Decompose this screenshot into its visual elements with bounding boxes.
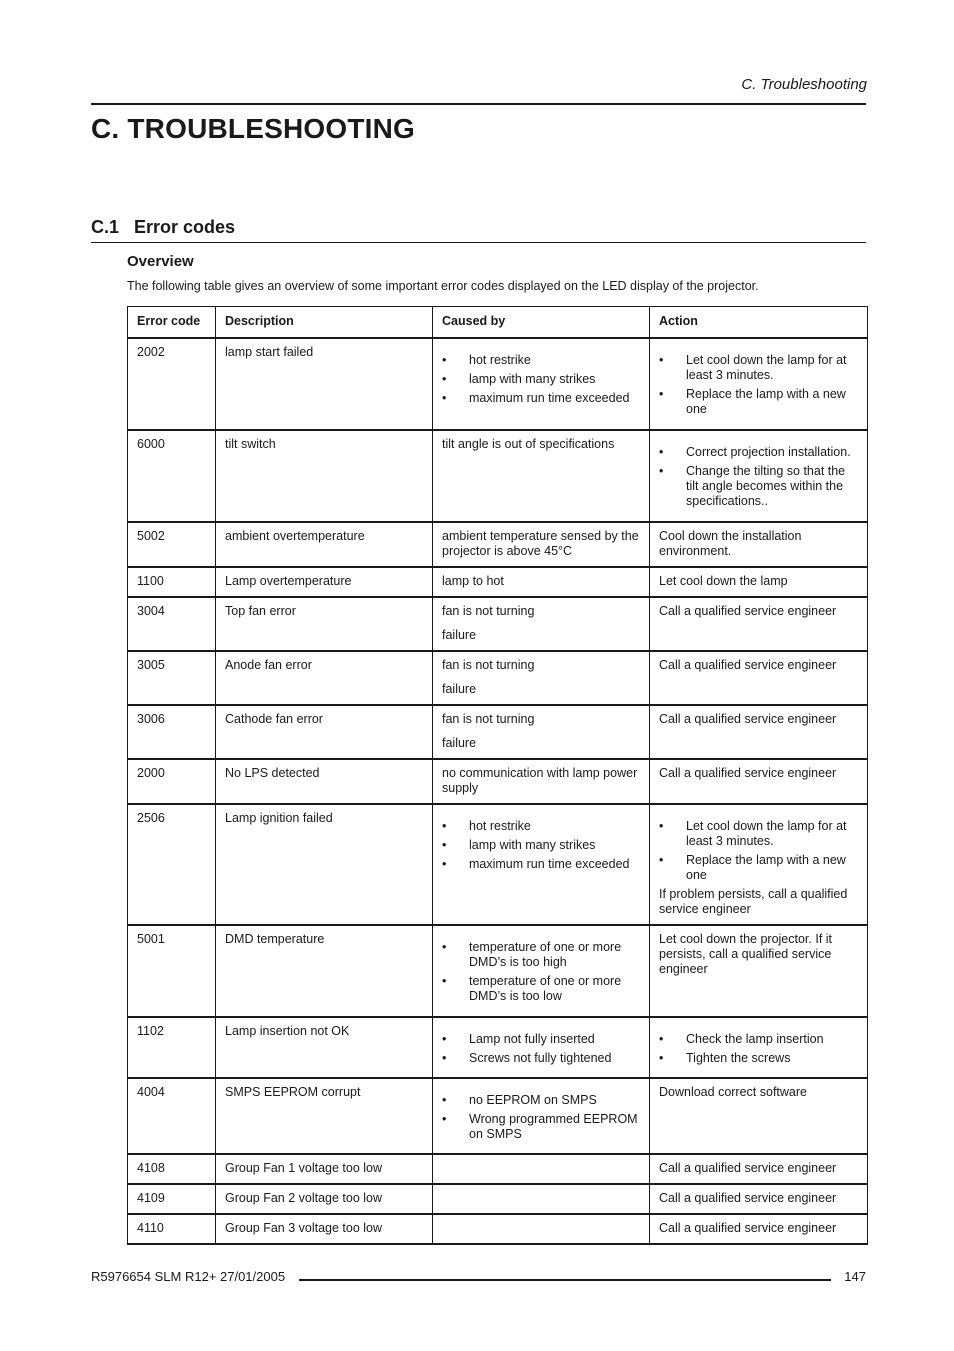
error-description: Group Fan 1 voltage too low <box>216 1154 433 1184</box>
error-cause <box>433 1017 650 1078</box>
error-cause: no communication with lamp power supply <box>433 759 650 804</box>
list-item: • maximum run time exceeded <box>442 857 640 872</box>
list-item: • Replace the lamp with a new one <box>659 853 858 883</box>
error-cause <box>433 705 650 759</box>
error-action: Call a qualified service engineer <box>650 1184 868 1214</box>
error-action <box>650 430 868 522</box>
table-row <box>128 804 868 925</box>
error-action: Call a qualified service engineer <box>650 759 868 804</box>
footer-rule <box>299 1279 831 1281</box>
list-item: • lamp with many strikes <box>442 838 640 853</box>
table-row <box>128 759 868 804</box>
header-action: Action <box>650 307 868 339</box>
intro-paragraph: The following table gives an overview of some important error codes displayed on the LED display of the projector. <box>127 279 759 293</box>
error-cause: lamp to hot <box>433 567 650 597</box>
error-cause <box>433 1214 650 1244</box>
cause-line: failure <box>442 682 477 696</box>
subsection-title: Overview <box>127 253 194 270</box>
list-item: • maximum run time exceeded <box>442 391 640 406</box>
error-description: Anode fan error <box>216 651 433 705</box>
list-item: • Check the lamp insertion <box>659 1032 858 1047</box>
chapter-title: C. TROUBLESHOOTING <box>91 113 416 144</box>
list-item: • Tighten the screws <box>659 1051 858 1066</box>
action-note: If problem persists, call a qualified service engineer <box>659 887 848 916</box>
error-cause <box>433 1078 650 1154</box>
running-header: C. Troubleshooting <box>741 76 867 93</box>
error-action <box>650 1017 868 1078</box>
cause-line: fan is not turning <box>442 658 535 672</box>
error-code: 2506 <box>128 804 216 925</box>
list-item: • hot restrike <box>442 819 640 834</box>
error-description: SMPS EEPROM corrupt <box>216 1078 433 1154</box>
header-description: Description <box>216 307 433 339</box>
list-item: • Lamp not fully inserted <box>442 1032 640 1047</box>
error-action: Download correct software <box>650 1078 868 1154</box>
table-row <box>128 1017 868 1078</box>
cause-line: failure <box>442 628 477 642</box>
error-action <box>650 338 868 430</box>
error-action: Call a qualified service engineer <box>650 651 868 705</box>
error-code: 4108 <box>128 1154 216 1184</box>
list-item: • Correct projection installation. <box>659 445 858 460</box>
header-error-code: Error code <box>128 307 216 339</box>
error-action <box>650 804 868 925</box>
cause-line: fan is not turning <box>442 712 535 726</box>
header-rule <box>91 103 866 105</box>
table-row <box>128 430 868 522</box>
table-row <box>128 1184 868 1214</box>
error-code: 2002 <box>128 338 216 430</box>
error-cause <box>433 925 650 1017</box>
error-code: 4109 <box>128 1184 216 1214</box>
error-cause: ambient temperature sensed by the projector is above 45°C <box>433 522 650 567</box>
list-item: • Screws not fully tightened <box>442 1051 640 1066</box>
error-code: 3005 <box>128 651 216 705</box>
error-description: Top fan error <box>216 597 433 651</box>
error-action: Call a qualified service engineer <box>650 1214 868 1244</box>
error-code: 1102 <box>128 1017 216 1078</box>
error-action: Call a qualified service engineer <box>650 597 868 651</box>
list-item: • temperature of one or more DMD’s is too low <box>442 974 640 1004</box>
error-description: Lamp insertion not OK <box>216 1017 433 1078</box>
error-description: tilt switch <box>216 430 433 522</box>
header-caused-by: Caused by <box>433 307 650 339</box>
error-cause <box>433 651 650 705</box>
error-description: Group Fan 3 voltage too low <box>216 1214 433 1244</box>
error-action: Call a qualified service engineer <box>650 1154 868 1184</box>
error-codes-table <box>127 306 868 1245</box>
error-description: lamp start failed <box>216 338 433 430</box>
table-row <box>128 925 868 1017</box>
error-action: Cool down the installation environment. <box>650 522 868 567</box>
error-description: Lamp ignition failed <box>216 804 433 925</box>
list-item: • Let cool down the lamp for at least 3 minutes. <box>659 819 858 849</box>
error-cause: tilt angle is out of specifications <box>433 430 650 522</box>
error-code: 3004 <box>128 597 216 651</box>
error-cause <box>433 804 650 925</box>
table-row <box>128 567 868 597</box>
error-code: 3006 <box>128 705 216 759</box>
table-row <box>128 1078 868 1154</box>
section-number: C.1 <box>91 217 120 237</box>
page-number: 147 <box>844 1269 866 1284</box>
section-rule <box>91 242 866 243</box>
error-cause <box>433 1184 650 1214</box>
error-description: Group Fan 2 voltage too low <box>216 1184 433 1214</box>
table-row <box>128 522 868 567</box>
table-header-row <box>128 307 868 339</box>
error-code: 2000 <box>128 759 216 804</box>
list-item: • hot restrike <box>442 353 640 368</box>
list-item: • Let cool down the lamp for at least 3 minutes. <box>659 353 858 383</box>
table-row <box>128 705 868 759</box>
error-description: DMD temperature <box>216 925 433 1017</box>
table-row <box>128 1154 868 1184</box>
table-row <box>128 1214 868 1244</box>
error-action: Let cool down the lamp <box>650 567 868 597</box>
cause-line: fan is not turning <box>442 604 535 618</box>
list-item: • temperature of one or more DMD’s is too high <box>442 940 640 970</box>
table-row <box>128 338 868 430</box>
list-item: • Replace the lamp with a new one <box>659 387 858 417</box>
section-label: Error codes <box>134 217 236 237</box>
list-item: • lamp with many strikes <box>442 372 640 387</box>
error-action: Let cool down the projector. If it persists, call a qualified service engineer <box>650 925 868 1017</box>
error-cause <box>433 1154 650 1184</box>
error-code: 4004 <box>128 1078 216 1154</box>
list-item: • no EEPROM on SMPS <box>442 1093 640 1108</box>
table-row <box>128 651 868 705</box>
error-description: ambient overtemperature <box>216 522 433 567</box>
error-cause <box>433 338 650 430</box>
error-cause <box>433 597 650 651</box>
error-code: 4110 <box>128 1214 216 1244</box>
list-item: • Wrong programmed EEPROM on SMPS <box>442 1112 640 1142</box>
error-code: 1100 <box>128 567 216 597</box>
error-code: 5002 <box>128 522 216 567</box>
error-action: Call a qualified service engineer <box>650 705 868 759</box>
section-title <box>91 217 235 238</box>
error-description: Lamp overtemperature <box>216 567 433 597</box>
error-description: No LPS detected <box>216 759 433 804</box>
table-row <box>128 597 868 651</box>
error-code: 5001 <box>128 925 216 1017</box>
error-description: Cathode fan error <box>216 705 433 759</box>
footer-doc-ref: R5976654 SLM R12+ 27/01/2005 <box>91 1269 286 1284</box>
list-item: • Change the tilting so that the tilt angle becomes within the specifications.. <box>659 464 858 509</box>
cause-line: failure <box>442 736 477 750</box>
error-code: 6000 <box>128 430 216 522</box>
